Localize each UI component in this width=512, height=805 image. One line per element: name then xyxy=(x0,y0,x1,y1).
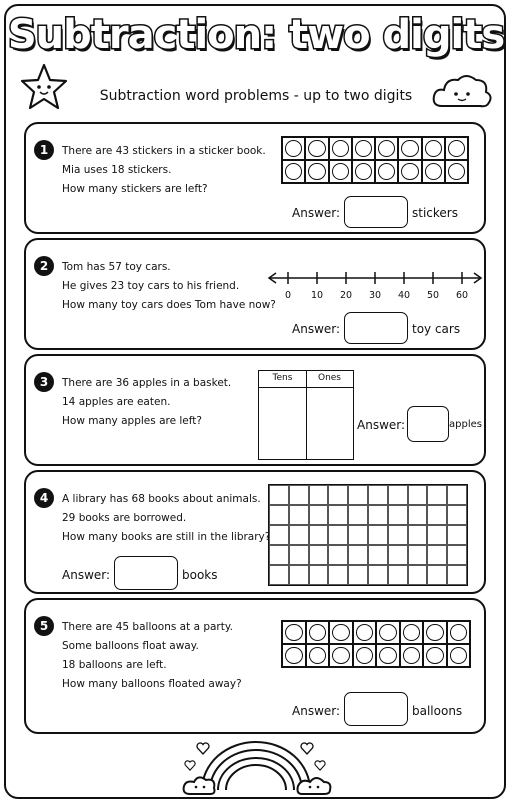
tick-label: 40 xyxy=(397,290,411,301)
number-line xyxy=(266,268,484,292)
heart-icon xyxy=(314,760,326,771)
problem-text xyxy=(62,618,242,694)
problem-line: There are 45 balloons at a party. xyxy=(62,621,233,633)
tick-label: 30 xyxy=(368,290,382,301)
problem-line: 29 books are borrowed. xyxy=(62,512,187,524)
answer-unit: apples xyxy=(449,419,482,430)
problem-line: 18 balloons are left. xyxy=(62,659,167,671)
answer-label: Answer: xyxy=(292,704,341,718)
tick-label: 50 xyxy=(426,290,440,301)
answer-unit: books xyxy=(182,568,218,582)
tens-header: Tens xyxy=(272,373,293,383)
heart-icon xyxy=(196,742,210,755)
answer-label: Answer: xyxy=(357,418,406,432)
ten-frame xyxy=(281,620,471,668)
answer-box[interactable] xyxy=(344,692,408,726)
star-icon xyxy=(18,62,70,112)
tick-label: 20 xyxy=(339,290,353,301)
tick-label: 10 xyxy=(310,290,324,301)
problem-text xyxy=(62,142,266,199)
problem-line: 14 apples are eaten. xyxy=(62,396,171,408)
heart-icon xyxy=(300,742,314,755)
ten-frame xyxy=(281,136,469,184)
problem-text xyxy=(62,374,231,431)
problem-line: How many apples are left? xyxy=(62,415,202,427)
answer-box[interactable] xyxy=(344,196,408,228)
problem-card-2 xyxy=(24,238,486,350)
tick-label: 60 xyxy=(455,290,469,301)
problem-text xyxy=(62,490,270,547)
hundred-grid xyxy=(268,484,468,586)
heart-icon xyxy=(184,760,196,771)
page-title: Subtraction: two digits xyxy=(7,12,505,58)
answer-unit: balloons xyxy=(412,704,463,718)
problem-line: Some balloons float away. xyxy=(62,640,199,652)
problem-line: Tom has 57 toy cars. xyxy=(62,261,171,273)
problem-number: 3 xyxy=(34,372,54,392)
problem-card-4 xyxy=(24,470,486,594)
problem-line: He gives 23 toy cars to his friend. xyxy=(62,280,240,292)
problem-number: 4 xyxy=(34,488,54,508)
problem-line: There are 36 apples in a basket. xyxy=(62,377,232,389)
answer-box[interactable] xyxy=(344,312,408,344)
problem-text xyxy=(62,258,276,315)
problem-line: A library has 68 books about animals. xyxy=(62,493,261,505)
problem-line: How many balloons floated away? xyxy=(62,678,242,690)
answer-label: Answer: xyxy=(292,322,341,336)
problem-number: 2 xyxy=(34,256,54,276)
problem-number: 5 xyxy=(34,616,54,636)
problem-line: There are 43 stickers in a sticker book. xyxy=(62,145,266,157)
problem-line: How many books are still in the library? xyxy=(62,531,271,543)
problem-line: How many stickers are left? xyxy=(62,183,208,195)
problem-card-5 xyxy=(24,598,486,734)
answer-box[interactable] xyxy=(407,406,449,442)
answer-unit: toy cars xyxy=(412,322,461,336)
problem-number: 1 xyxy=(34,140,54,160)
problem-line: How many toy cars does Tom have now? xyxy=(62,299,276,311)
page-subtitle: Subtraction word problems - up to two digits xyxy=(99,88,413,104)
problem-card-3 xyxy=(24,354,486,466)
answer-box[interactable] xyxy=(114,556,178,590)
answer-label: Answer: xyxy=(62,568,111,582)
ones-header: Ones xyxy=(317,373,341,383)
tick-label: 0 xyxy=(284,290,292,301)
problem-line: Mia uses 18 stickers. xyxy=(62,164,172,176)
answer-label: Answer: xyxy=(292,206,341,220)
place-value-chart xyxy=(258,370,354,460)
answer-unit: stickers xyxy=(412,206,458,220)
place-value-divider xyxy=(306,371,307,459)
problem-card-1 xyxy=(24,122,486,234)
